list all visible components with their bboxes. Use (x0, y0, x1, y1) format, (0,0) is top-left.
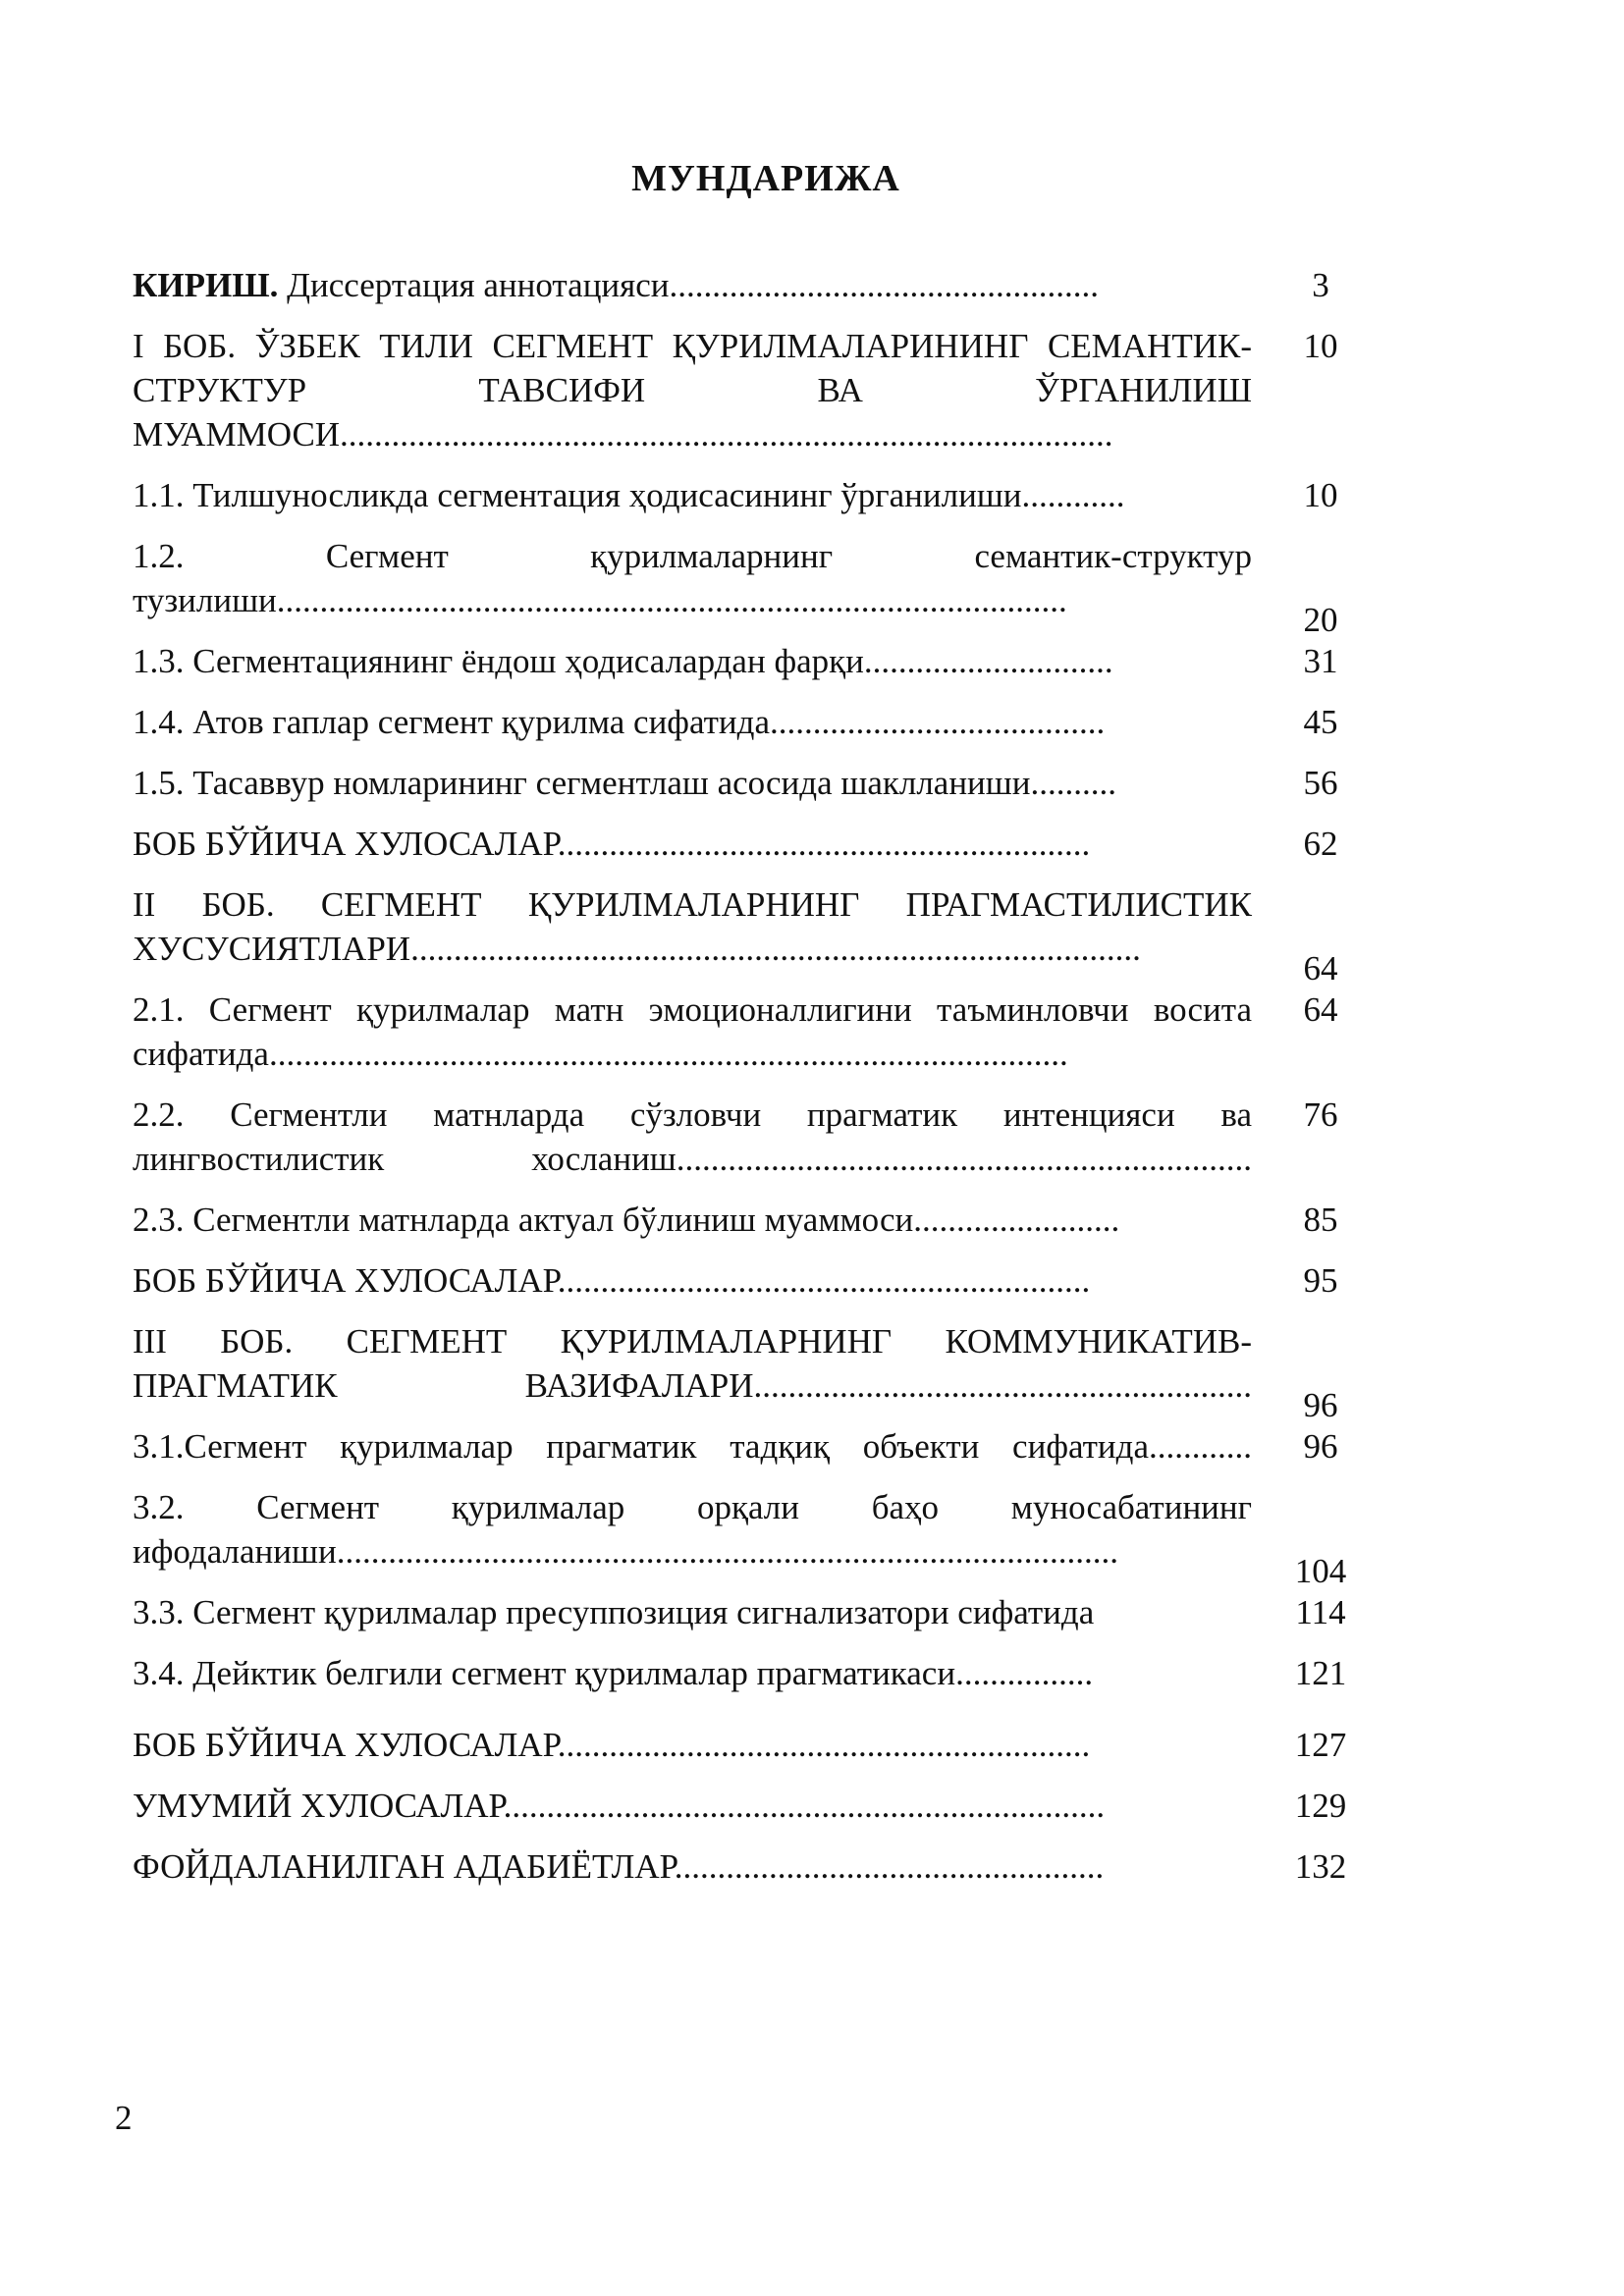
toc-page-number: 56 (1303, 764, 1338, 802)
toc-entry (133, 1590, 1370, 1634)
toc-entry-text: 1.1. Тилшуносликда сегментация ҳодисасининг ўрганилиши............ (133, 476, 1125, 514)
toc-entry-text: I БОБ. ЎЗБЕК ТИЛИ СЕГМЕНТ ҚУРИЛМАЛАРИНИНГ СЕМАНТИК-СТРУКТУР ТАВСИФИ ВА ЎРГАНИЛИШ МУАММОСИ.......................................................................................... (133, 327, 1252, 454)
toc-entry-text: 3.2. Сегмент қурилмалар орқали баҳо муносабатининг ифодаланиши........................................................................................... (133, 1488, 1252, 1571)
toc-entry-text: БОБ БЎЙИЧА ХУЛОСАЛАР.............................................................. (133, 1261, 1091, 1300)
toc-page-number: 129 (1294, 1787, 1347, 1825)
toc-entry-text: ФОЙДАЛАНИЛГАН АДАБИЁТЛАР.................................................. (133, 1847, 1105, 1886)
toc-entry-text: 2.2. Сегментли матнларда сўзловчи прагматик интенцияси ва лингвостилистик хосланиш................................................................... (133, 1095, 1252, 1178)
page-number: 2 (115, 2099, 133, 2137)
toc-entry-text: 2.1. Сегмент қурилмалар матн эмоционаллигини таъминловчи восита сифатида............................................................................................. (133, 990, 1252, 1073)
toc-entry (133, 822, 1370, 866)
toc-entry (133, 263, 1370, 307)
toc-page-number: 96 (1303, 1386, 1338, 1424)
toc-entry (133, 1844, 1370, 1889)
toc-entry-text: 3.3. Сегмент қурилмалар пресуппозиция сигнализатори сифатида (133, 1593, 1095, 1631)
toc-page-number: 85 (1303, 1201, 1338, 1239)
toc-entry (133, 1651, 1370, 1695)
toc-entry-text: 1.3. Сегментациянинг ёндош ҳодисалардан фарқи............................. (133, 642, 1113, 680)
toc-page-number: 31 (1303, 642, 1338, 680)
toc-page-number: 104 (1294, 1552, 1347, 1590)
toc-entry-text: 3.4. Дейктик белгили сегмент қурилмалар прагматикаси................ (133, 1654, 1094, 1692)
toc-page-number: 45 (1303, 703, 1338, 741)
toc-entry (133, 1424, 1370, 1468)
toc-entry-text: КИРИШ. Диссертация аннотацияси.................................................. (133, 266, 1100, 304)
toc-entry-text: БОБ БЎЙИЧА ХУЛОСАЛАР.............................................................. (133, 825, 1091, 863)
toc-entry-text: 1.4. Атов гаплар сегмент қурилма сифатида....................................... (133, 703, 1106, 741)
toc-page-number: 121 (1294, 1654, 1347, 1692)
toc-entry (133, 639, 1370, 683)
toc-page-number: 132 (1294, 1847, 1347, 1886)
toc-page-number: 3 (1312, 266, 1329, 304)
toc-entry (133, 1784, 1370, 1828)
toc-entry-text: 2.3. Сегментли матнларда актуал бўлиниш муаммоси........................ (133, 1201, 1120, 1239)
table-of-contents (133, 263, 1370, 1905)
toc-page-number: 64 (1303, 990, 1338, 1029)
toc-entry (133, 882, 1370, 988)
toc-entry (133, 324, 1370, 456)
page-title: МУНДАРИЖА (631, 158, 900, 199)
toc-entry (133, 1723, 1370, 1767)
toc-entry-text: 1.5. Тасаввур номларининг сегментлаш асосида шаклланиши.......... (133, 764, 1116, 802)
toc-entry (133, 534, 1370, 639)
toc-entry (133, 1093, 1370, 1181)
toc-entry (133, 473, 1370, 517)
toc-entry (133, 1258, 1370, 1303)
toc-page-number: 10 (1303, 476, 1338, 514)
toc-entry-text: УМУМИЙ ХУЛОСАЛАР...................................................................... (133, 1787, 1106, 1825)
toc-page-number: 127 (1294, 1726, 1347, 1764)
toc-entry (133, 1485, 1370, 1590)
toc-page-number: 114 (1295, 1593, 1346, 1631)
toc-entry-text: III БОБ. СЕГМЕНТ ҚУРИЛМАЛАРНИНГ КОММУНИКАТИВ-ПРАГМАТИК ВАЗИФАЛАРИ.......................................................... (133, 1322, 1252, 1405)
toc-page-number: 64 (1303, 949, 1338, 988)
toc-page-number: 96 (1303, 1427, 1338, 1466)
toc-page-number: 20 (1303, 601, 1338, 639)
toc-page-number: 10 (1303, 327, 1338, 365)
toc-entry-text: II БОБ. СЕГМЕНТ ҚУРИЛМАЛАРНИНГ ПРАГМАСТИЛИСТИК ХУСУСИЯТЛАРИ..................................................................................... (133, 885, 1252, 968)
toc-entry (133, 988, 1370, 1076)
toc-entry (133, 761, 1370, 805)
toc-page-number: 95 (1303, 1261, 1338, 1300)
toc-entry-text: 1.2. Сегмент қурилмаларнинг семантик-структур тузилиши............................................................................................ (133, 537, 1252, 619)
toc-entry (133, 1319, 1370, 1424)
toc-page-number: 76 (1303, 1095, 1338, 1134)
toc-entry-text: 3.1.Сегмент қурилмалар прагматик тадқиқ объекти сифатида............ (133, 1427, 1252, 1466)
toc-entry (133, 700, 1370, 744)
toc-page-number: 62 (1303, 825, 1338, 863)
toc-entry (133, 1198, 1370, 1242)
toc-entry-lead: КИРИШ. (133, 266, 279, 304)
toc-entry-text: БОБ БЎЙИЧА ХУЛОСАЛАР.............................................................. (133, 1726, 1091, 1764)
